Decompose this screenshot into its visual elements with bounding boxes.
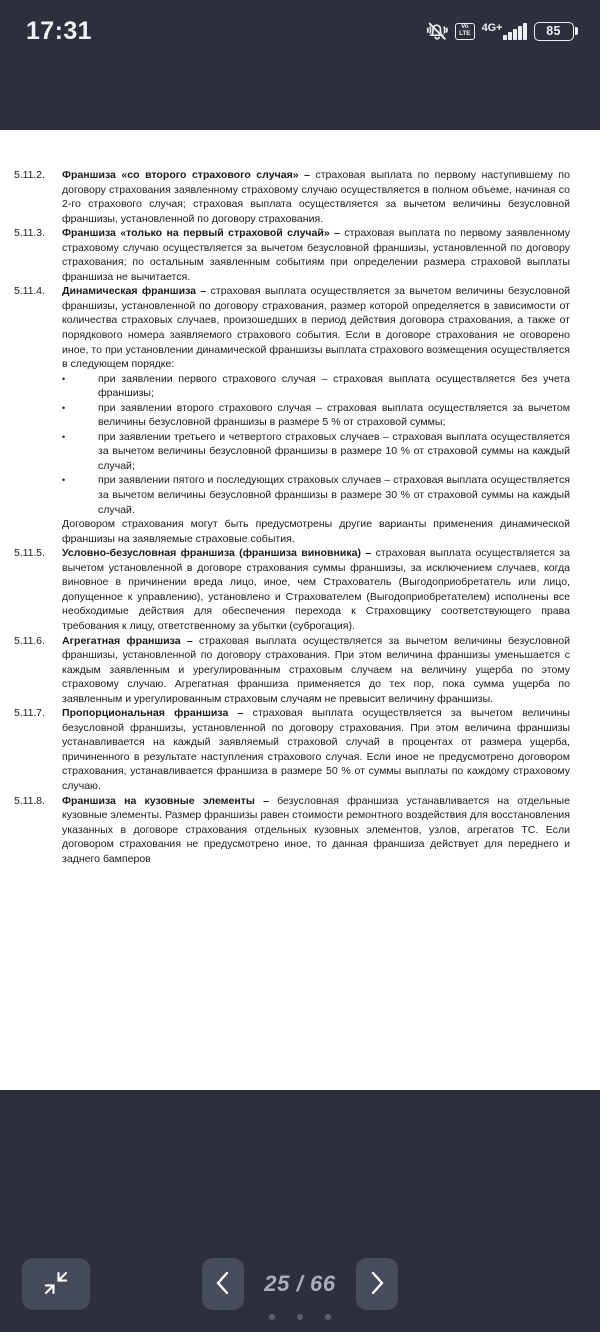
- bullet-glyph: •: [62, 431, 66, 442]
- clause-text: страховая выплата по первому заявленному страховому случаю осуществляется за вычетом безусловной франшизы, установленной по договору страхования; по остальным заявленным событиям при определении размера страховой выплаты франшиза не вычитается.: [62, 227, 570, 283]
- volte-icon: [455, 23, 475, 40]
- document-page[interactable]: [0, 130, 600, 1090]
- volte-label-lte: LTE: [459, 30, 471, 38]
- status-bar-icons: [426, 21, 578, 41]
- clause-text: страховая выплата осуществляется за вычетом установленной в договоре страхования суммы франшизы, за исключением случаев, когда виновное в причинении вреда лицо, иное, чем Страхователь (Выгодоприобретатель или лицо, допущенное к управлению), установлено и Страхователем (Выгодоприобретателем) исполнены все необходимые действия для обеспечения перехода к Страховщику соответствующего права требования к лицу, ответственному за убытки (суброгация).: [62, 547, 570, 632]
- status-bar: [0, 0, 600, 62]
- network-type-label: 4G+: [481, 21, 503, 34]
- clause-5-11-7: [14, 706, 570, 793]
- clause-number: 5.11.8.: [14, 794, 45, 807]
- clause-body: [62, 634, 570, 707]
- clause-5-11-8: [14, 794, 570, 867]
- clause-body: [62, 546, 570, 633]
- clause-text: страховая выплата осуществляется за вычетом величины безусловной франшизы, установленной по договору страхования. При этом величина франшизы уменьшается с каждым заявленным и урегулированным страховым случаем на величину ущерба по этому страховому случаю. Агрегатная франшиза применяется до тех пор, пока сумма ущерба по заявленным и урегулированным страховым случаям не превысит величину франшизы.: [62, 634, 570, 705]
- clause-title: Условно-безусловная франшиза (франшиза виновника) –: [62, 547, 372, 560]
- fit-to-screen-icon: [43, 1270, 69, 1299]
- bottom-toolbar: [0, 1090, 600, 1332]
- list-item-text: при заявлении первого страхового случая – страховая выплата осуществляется без учета франшизы;: [98, 372, 570, 400]
- clause-text: страховая выплата по первому наступившему по договору страхования заявленному страховому случаю осуществляется в полном объеме, начиная со 2-го страхового случая; страховая выплата осуществляется за вычетом величины безусловной франшизы, установленной по договору страхования.: [62, 169, 570, 225]
- network-indicator: [482, 23, 527, 40]
- list-item: [14, 372, 570, 401]
- clause-text: безусловная франшиза устанавливается на отдельные кузовные элементы. Размер франшизы равен стоимости ремонтного воздействия для восстановления указанных в договоре страхования отдельных кузовных элементов, узлов, агрегатов ТС. Если договором страхования не предусмотрено иное, то данная франшиза действует для переднего и заднего бамперов: [62, 794, 570, 865]
- bullet-glyph: •: [62, 402, 66, 413]
- document-text-body: [0, 130, 600, 866]
- list-item: [14, 401, 570, 430]
- list-item-text: при заявлении второго страхового случая – страховая выплата осуществляется за вычетом величины безусловной франшизы в размере 5 % от страховой суммы;: [98, 401, 570, 429]
- signal-bars-icon: [503, 23, 526, 40]
- clause-number: 5.11.2.: [14, 169, 45, 181]
- clause-title: Франшиза «только на первый страховой случай» –: [62, 227, 341, 240]
- list-item-text: при заявлении третьего и четвертого страховых случаев – страховая выплата осуществляется за вычетом величины безусловной франшизы в размере 10 % от страховой суммы на каждый случай;: [98, 430, 570, 472]
- post-bullet-paragraph: Договором страхования могут быть предусмотрены другие варианты применения динамической франшизы на заявляемые страховые события.: [62, 518, 570, 545]
- list-item: [14, 430, 570, 474]
- clause-body: [62, 284, 570, 371]
- clause-title: Пропорциональная франшиза –: [62, 707, 244, 720]
- page-indicator: 25 / 66: [264, 1271, 336, 1296]
- bell-muted-icon: [426, 21, 448, 41]
- battery-percent-label: 85: [534, 22, 574, 41]
- clause-body: [62, 226, 570, 284]
- battery-tip: [575, 27, 578, 35]
- clause-number: 5.11.5.: [14, 547, 45, 560]
- clause-5-11-6: [14, 634, 570, 707]
- clause-5-11-5: [14, 546, 570, 633]
- clause-number: 5.11.6.: [14, 634, 45, 647]
- clause-5-11-2: [14, 168, 570, 226]
- chevron-right-icon: [367, 1270, 387, 1299]
- chevron-left-icon: [213, 1270, 233, 1299]
- dynamic-franchise-bullet-list: [14, 372, 570, 517]
- list-item-text: при заявлении пятого и последующих страховых случаев – страховая выплата осуществляется за вычетом величины безусловной франшизы в размере 30 % от страховой суммы на каждый случай.: [98, 474, 570, 516]
- clause-body: [62, 794, 570, 867]
- clause-number: 5.11.4.: [14, 285, 45, 298]
- clause-body: [62, 168, 570, 226]
- clause-5-11-3: [14, 226, 570, 284]
- position-dot: [297, 1314, 303, 1320]
- status-bar-clock: 17:31: [26, 16, 92, 45]
- position-dot: [325, 1314, 331, 1320]
- bullet-glyph: •: [62, 373, 66, 384]
- clause-number: 5.11.3.: [14, 227, 45, 240]
- battery-icon: [534, 22, 579, 41]
- clause-number: 5.11.7.: [14, 707, 45, 720]
- bullet-glyph: •: [62, 475, 66, 486]
- position-dot: [269, 1314, 275, 1320]
- clause-text: страховая выплата осуществляется за вычетом величины безусловной франшизы, установленной по договору страхования, размер которой определяется в зависимости от количества страховых случаев, произошедших в период действия договора страхования, а также от порядкового номера заявляемого страхового события. Если в договоре страхования не оговорено иное, то при установлении динамической франшизы выплата страхового возмещения осуществляется в следующем порядке:: [62, 285, 570, 371]
- clause-text: страховая выплата осуществляется за вычетом величины безусловной франшизы, установленной по договору страхования. При этом величина франшизы устанавливается на каждый заявляемый страховой случай в процентах от размера ущерба, причиненного в результате наступления страхового случая. Если иное не предусмотрено договором страхования, устанавливается франшиза в размере 50 % от суммы выплаты по каждому страховому случаю.: [62, 707, 570, 792]
- clause-body: [62, 706, 570, 793]
- next-page-button[interactable]: [356, 1258, 398, 1310]
- volte-label-vo: Vo: [460, 23, 469, 31]
- fit-to-screen-button[interactable]: [22, 1258, 90, 1310]
- page-position-dots[interactable]: [269, 1314, 331, 1320]
- clause-5-11-4: [14, 284, 570, 371]
- previous-page-button[interactable]: [202, 1258, 244, 1310]
- clause-title: Динамическая франшиза –: [62, 285, 207, 298]
- list-item: [14, 473, 570, 517]
- clause-title: Франшиза «со второго страхового случая» –: [62, 169, 310, 181]
- clause-title: Франшиза на кузовные элементы –: [62, 794, 269, 807]
- clause-title: Агрегатная франшиза –: [62, 634, 193, 647]
- page-navigation-group: [202, 1258, 398, 1310]
